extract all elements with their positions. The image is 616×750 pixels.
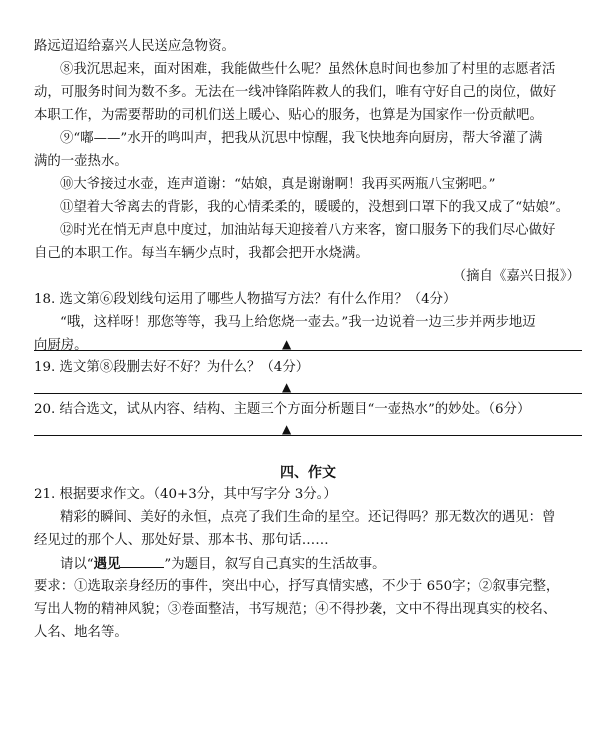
- instruction-prefix: 请以“: [60, 557, 94, 572]
- paragraph-8-cont: 动，可服务时间为数不多。无法在一线冲锋陷阵救人的我们，唯有守好自己的岗位，做好: [34, 85, 557, 100]
- paragraph-11: ⑪望着大爷离去的背影，我的心情柔柔的，暖暖的，没想到口罩下的我又成了“姑娘”。: [60, 200, 570, 215]
- essay-requirements-cont: 写出人物的精神风貌；③卷面整洁，书写规范；④不得抄袭，文中不得出现真实的校名、: [34, 602, 557, 617]
- paragraph-8: ⑧我沉思起来，面对困难，我能做些什么呢？虽然休息时间也参加了村里的志愿者活: [60, 62, 556, 77]
- source-citation: （摘自《嘉兴日报》）: [452, 269, 580, 284]
- answer-marker-icon: ▲: [282, 380, 292, 394]
- question-19: 19. 选文第⑧段删去好不好？为什么？（4分）: [34, 360, 310, 375]
- essay-prompt: 精彩的瞬间、美好的永恒，点亮了我们生命的星空。还记得吗？那无数次的遇见：曾: [60, 510, 556, 525]
- answer-line: [34, 350, 582, 351]
- answer-marker-icon: ▲: [282, 337, 292, 351]
- answer-marker-icon: ▲: [282, 422, 292, 436]
- paragraph-9: ⑨“嘟——”水开的鸣叫声，把我从沉思中惊醒，我飞快地奔向厨房，帮大爷灌了满: [60, 131, 543, 146]
- paragraph-12-cont: 自己的本职工作。每当车辆少点时，我都会把开水烧满。: [34, 246, 369, 261]
- paragraph-8-cont: 本职工作，为需要帮助的司机们送上暖心、贴心的服务，也算是为国家作一份贡献吧。: [34, 108, 543, 123]
- answer-line: [34, 435, 582, 436]
- essay-requirements-cont: 人名、地名等。: [34, 625, 128, 640]
- question-18-quote-cont: 向厨房。: [34, 338, 88, 353]
- passage-line: 路远迢迢给嘉兴人民送应急物资。: [34, 39, 235, 54]
- question-20: 20. 结合选文，试从内容、结构、主题三个方面分析题目“一壶热水”的妙处。（6分）: [34, 402, 531, 417]
- question-18-quote: “哦，这样呀！那您等等，我马上给您烧一壶去。”我一边说着一边三步并两步地迈: [60, 315, 536, 330]
- essay-title-word: 遇见: [93, 556, 121, 572]
- paragraph-9-cont: 满的一壶热水。: [34, 154, 128, 169]
- question-21: 21. 根据要求作文。（40+3分，其中写字分 3分。）: [34, 487, 337, 502]
- instruction-suffix: ”为题目，叙写自己真实的生活故事。: [164, 557, 386, 572]
- essay-title-instruction: [60, 554, 582, 575]
- title-blank: [120, 555, 164, 568]
- essay-requirements: 要求：①选取亲身经历的事件，突出中心，抒写真情实感，不少于 650字；②叙事完整，: [34, 579, 560, 594]
- paragraph-12: ⑫时光在悄无声息中度过，加油站每天迎接着八方来客，窗口服务下的我们尽心做好: [60, 223, 556, 238]
- answer-line: [34, 393, 582, 394]
- section-heading: 四、作文: [280, 465, 336, 481]
- essay-prompt-cont: 经见过的那个人、那处好景、那本书、那句话……: [34, 533, 329, 548]
- paragraph-10: ⑩大爷接过水壶，连声道谢：“姑娘，真是谢谢啊！我再买两瓶八宝粥吧。”: [60, 177, 496, 192]
- question-18: 18. 选文第⑥段划线句运用了哪些人物描写方法？有什么作用？（4分）: [34, 292, 457, 307]
